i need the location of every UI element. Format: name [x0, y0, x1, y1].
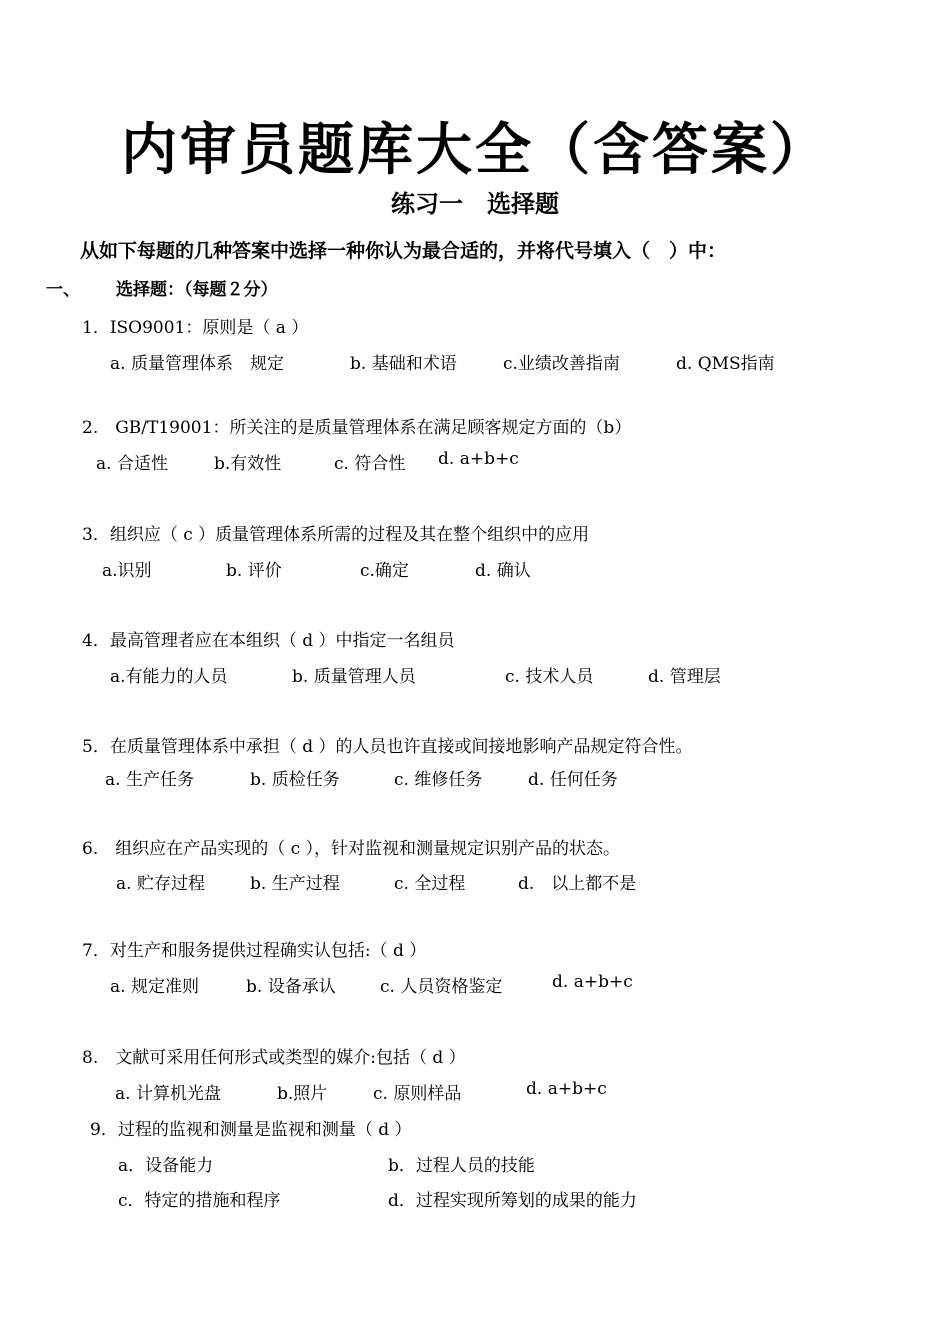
- option-b: b．过程人员的技能: [388, 1156, 535, 1176]
- option-b: b.照片: [277, 1084, 328, 1104]
- option-d: d. QMS指南: [676, 354, 775, 374]
- question-text: 6. 组织应在产品实现的（ c ），针对监视和测量规定识别产品的状态。: [82, 839, 621, 859]
- question-text: 4．最高管理者应在本组织（ d ）中指定一名组员: [82, 631, 455, 651]
- option-a: a. 规定准则: [110, 977, 199, 997]
- option-d: d. 确认: [475, 561, 531, 581]
- option-d: d. a+b+c: [552, 972, 633, 992]
- page-title: 内审员题库大全（含答案）: [121, 117, 829, 183]
- option-b: b. 基础和术语: [350, 354, 457, 374]
- option-d: d. 管理层: [648, 667, 721, 687]
- option-b: b. 质量管理人员: [292, 667, 416, 687]
- question-text: 3．组织应（ c ）质量管理体系所需的过程及其在整个组织中的应用: [82, 525, 590, 545]
- option-d: d. a+b+c: [526, 1079, 607, 1099]
- question-text: 9．过程的监视和测量是监视和测量（ d ）: [90, 1120, 412, 1140]
- option-a: a．设备能力: [118, 1156, 214, 1176]
- option-c: c. 人员资格鉴定: [380, 977, 503, 997]
- option-a: a. 贮存过程: [116, 874, 205, 894]
- question-text: 8. 文献可采用任何形式或类型的媒介:包括（ d ）: [82, 1048, 466, 1068]
- option-a: a.识别: [102, 561, 152, 581]
- option-b: b. 生产过程: [250, 874, 340, 894]
- section-title: 选择题：（每题２分）: [116, 280, 278, 300]
- option-c: c. 符合性: [334, 454, 406, 474]
- option-a: a. 计算机光盘: [115, 1084, 221, 1104]
- instruction-text: 从如下每题的几种答案中选择一种你认为最合适的，并将代号填入（ ）中：: [80, 240, 727, 262]
- option-b: b. 评价: [226, 561, 282, 581]
- option-d: d．过程实现所筹划的成果的能力: [388, 1191, 637, 1211]
- option-a: a. 生产任务: [105, 770, 194, 790]
- option-c: c. 原则样品: [373, 1084, 462, 1104]
- option-c: c. 全过程: [394, 874, 466, 894]
- option-a: a. 合适性: [96, 454, 168, 474]
- option-a: a. 质量管理体系 规定: [110, 354, 284, 374]
- option-d: d. a+b+c: [438, 449, 519, 469]
- question-text: 7．对生产和服务提供过程确实认包括:（ d ）: [82, 941, 427, 961]
- option-c: c.确定: [360, 561, 409, 581]
- option-d: d. 以上都不是: [518, 874, 637, 894]
- option-b: b.有效性: [214, 454, 282, 474]
- option-d: d. 任何任务: [528, 770, 618, 790]
- option-c: c. 技术人员: [505, 667, 594, 687]
- option-c: c．特定的措施和程序: [118, 1191, 281, 1211]
- exercise-subtitle: 练习一 选择题: [391, 189, 559, 218]
- section-number: 一、: [46, 280, 80, 300]
- question-text: 5．在质量管理体系中承担（ d ）的人员也许直接或间接地影响产品规定符合性。: [82, 737, 693, 757]
- option-b: b. 质检任务: [250, 770, 340, 790]
- option-a: a.有能力的人员: [110, 667, 228, 687]
- option-c: c. 维修任务: [394, 770, 483, 790]
- question-text: 1．ISO9001：原则是（ a ）: [82, 318, 309, 338]
- option-c: c.业绩改善指南: [503, 354, 620, 374]
- option-b: b. 设备承认: [246, 977, 336, 997]
- question-text: 2. GB/T19001：所关注的是质量管理体系在满足顾客规定方面的（b）: [82, 418, 632, 438]
